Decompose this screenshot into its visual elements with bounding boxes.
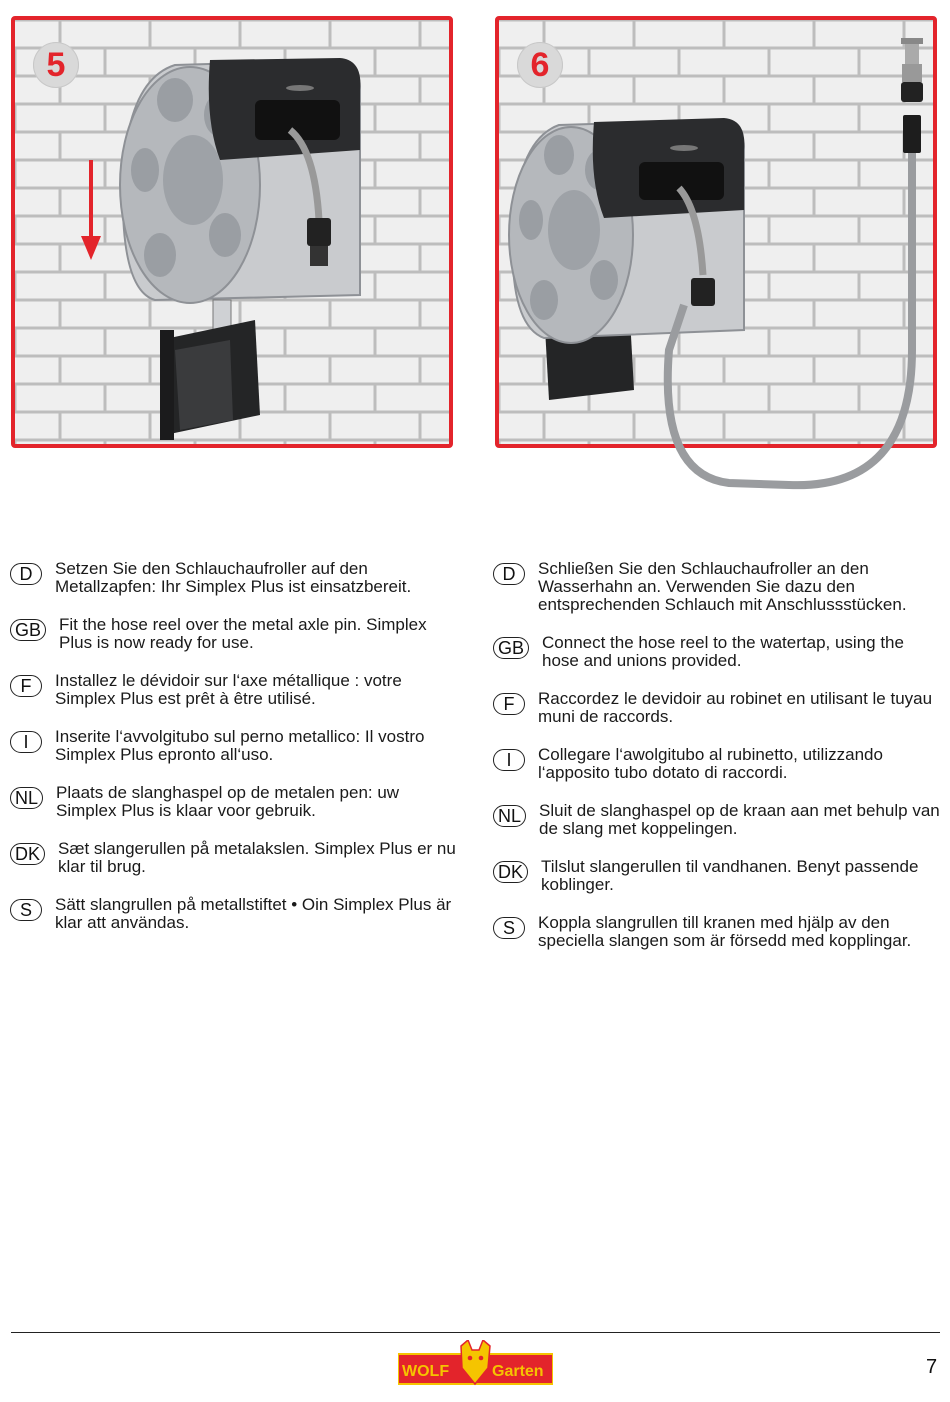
instruction-text: Sätt slangrullen på metallstiftet • Oin Simplex Plus är klar att användas. bbox=[55, 895, 452, 932]
instruction-text: Tilslut slangerullen til vandhanen. Benyt passende koblinger. bbox=[541, 857, 919, 894]
instruction-entry bbox=[10, 840, 460, 876]
instruction-entry bbox=[493, 560, 943, 614]
instruction-entry bbox=[493, 690, 943, 726]
instruction-entry bbox=[493, 634, 943, 670]
step-number-badge: 5 bbox=[33, 42, 79, 88]
instruction-entry bbox=[10, 896, 460, 932]
step-5-instructions bbox=[10, 560, 460, 932]
step-5-illustration bbox=[11, 16, 453, 448]
hose-reel bbox=[120, 58, 360, 303]
instruction-entry bbox=[10, 616, 460, 652]
instruction-text: Sluit de slanghaspel op de kraan aan met behulp van de slang met koppelingen. bbox=[539, 801, 940, 838]
instruction-text: Collegare l‘awolgitubo al rubinetto, utilizzando l‘apposito tubo dotato di raccordi. bbox=[538, 745, 883, 782]
instruction-text: Plaats de slanghaspel op de metalen pen: uw Simplex Plus is klaar voor gebruik. bbox=[56, 783, 400, 820]
instruction-entry bbox=[10, 560, 460, 596]
instruction-text: Setzen Sie den Schlauchaufroller auf den Metallzapfen: Ihr Simplex Plus ist einsatzbereit. bbox=[55, 559, 412, 596]
instruction-text: Raccordez le devidoir au robinet en utilisant le tuyau muni de raccords. bbox=[538, 689, 933, 726]
language-badge: I bbox=[493, 749, 525, 771]
language-badge: S bbox=[10, 899, 42, 921]
instruction-text: Installez le dévidoir sur l‘axe métallique : votre Simplex Plus est prêt à être utilisé. bbox=[55, 671, 402, 708]
instruction-text: Schließen Sie den Schlauchaufroller an den Wasserhahn an. Verwenden Sie dazu den entsprechenden Schlauch mit Anschlussstücken. bbox=[538, 559, 907, 614]
brick-wall-background bbox=[499, 20, 933, 490]
language-badge: GB bbox=[10, 619, 46, 641]
hose-reel bbox=[509, 118, 744, 343]
instruction-text: Koppla slangrullen till kranen med hjälp av den speciella slangen som är försedd med kopplingar. bbox=[538, 913, 912, 950]
instruction-text: Connect the hose reel to the watertap, using the hose and unions provided. bbox=[542, 633, 904, 670]
instruction-text: Fit the hose reel over the metal axle pin. Simplex Plus is now ready for use. bbox=[59, 615, 427, 652]
wolf-garten-logo bbox=[398, 1340, 553, 1390]
language-badge: S bbox=[493, 917, 525, 939]
language-badge: GB bbox=[493, 637, 529, 659]
instruction-text: Inserite l‘avvolgitubo sul perno metallico: Il vostro Simplex Plus epronto all‘uso. bbox=[55, 727, 425, 764]
step-6-illustration bbox=[495, 16, 937, 448]
language-badge: F bbox=[493, 693, 525, 715]
instruction-entry bbox=[10, 672, 460, 708]
language-badge: D bbox=[10, 563, 42, 585]
language-badge: D bbox=[493, 563, 525, 585]
instruction-entry bbox=[10, 784, 460, 820]
instruction-entry bbox=[493, 914, 943, 950]
logo-brand-left: WOLF bbox=[402, 1363, 450, 1380]
language-badge: NL bbox=[10, 787, 43, 809]
step-6-instructions bbox=[493, 560, 943, 950]
instruction-entry bbox=[493, 858, 943, 894]
language-badge: NL bbox=[493, 805, 526, 827]
instruction-entry bbox=[10, 728, 460, 764]
language-badge: DK bbox=[493, 861, 528, 883]
footer-divider bbox=[11, 1332, 940, 1333]
instruction-entry bbox=[493, 802, 943, 838]
instruction-text: Sæt slangerullen på metalakslen. Simplex Plus er nu klar til brug. bbox=[58, 839, 456, 876]
brick-wall-background bbox=[15, 20, 449, 444]
language-badge: I bbox=[10, 731, 42, 753]
language-badge: DK bbox=[10, 843, 45, 865]
page-number: 7 bbox=[926, 1356, 938, 1378]
instruction-entry bbox=[493, 746, 943, 782]
step-number-badge: 6 bbox=[517, 42, 563, 88]
logo-brand-right: Garten bbox=[492, 1363, 544, 1380]
language-badge: F bbox=[10, 675, 42, 697]
